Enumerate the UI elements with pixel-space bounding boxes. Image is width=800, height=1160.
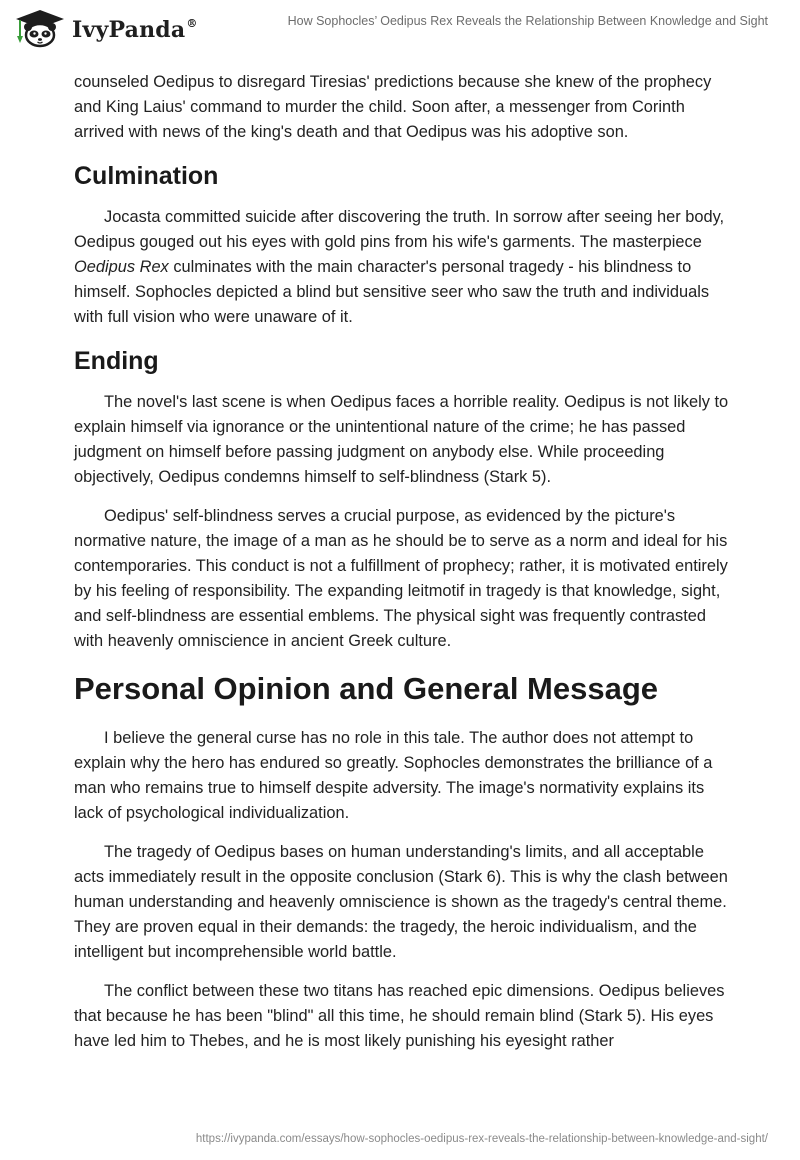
source-url[interactable]: https://ivypanda.com/essays/how-sophocles-oedipus-rex-reveals-the-relationship-between-knowledge-and-sight/ <box>195 1133 768 1145</box>
paragraph: The novel's last scene is when Oedipus faces a horrible reality. Oedipus is not likely to explain himself via ignorance or the unintentional nature of the crime; he has passed judgment on himself before passing judgment on anybody else. While proceeding objectively, Oedipus condemns himself to self-blindness (Stark 5). <box>74 393 729 486</box>
heading-ending: Ending <box>74 347 159 375</box>
paragraph: counseled Oedipus to disregard Tiresias' predictions because she knew of the prophecy and King Laius' command to murder the child. Soon after, a messenger from Corinth arrived with news of the king's death and that Oedipus was his adoptive son. <box>74 73 712 141</box>
heading-personal-opinion: Personal Opinion and General Message <box>74 671 659 706</box>
registered-mark: ® <box>186 16 198 30</box>
paragraph: Jocasta committed suicide after discovering the truth. In sorrow after seeing her body, Oedipus gouged out his eyes with gold pins from his wife's garments. The masterpiece Oedipus Rex culminates with the main character's personal tragedy - his blindness to himself. Sophocles depicted a blind but sensitive seer who saw the truth and individuals with full vision who were unaware of it. <box>74 208 725 326</box>
panda-graduate-icon <box>14 8 66 48</box>
paragraph: The tragedy of Oedipus bases on human understanding's limits, and all acceptable acts immediately result in the opposite conclusion (Stark 6). This is why the clash between human understanding and heavenly omniscience is shown as the tragedy's central theme. They are proven equal in their demands: the tragedy, the heroic individualism, and the intelligent but incomprehensible world battle. <box>74 843 728 961</box>
heading-culmination: Culmination <box>74 162 219 190</box>
paragraph: The conflict between these two titans has reached epic dimensions. Oedipus believes that because he has been "blind" all this time, he should remain blind (Stark 5). His eyes have led him to Thebes, and he is most likely punishing his eyesight rather <box>74 982 725 1050</box>
brand-name: IvyPanda® <box>72 16 198 43</box>
page-header <box>0 0 800 60</box>
essay-body <box>74 70 734 1068</box>
document-title: How Sophocles’ Oedipus Rex Reveals the Relationship Between Knowledge and Sight <box>287 14 768 28</box>
paragraph: Oedipus' self-blindness serves a crucial purpose, as evidenced by the picture's normative nature, the image of a man as he should be to serve as a norm and ideal for his contemporaries. This conduct is not a fulfillment of prophecy; rather, it is motivated entirely by his feeling of responsibility. The expanding leitmotif in tragedy is that knowledge, sight, and self-blindness are essential emblems. The physical sight was frequently contrasted with heavenly omniscience in ancient Greek culture. <box>74 507 728 650</box>
paragraph: I believe the general curse has no role in this tale. The author does not attempt to explain why the hero has endured so greatly. Sophocles demonstrates the brilliance of a man who remains true to himself despite adversity. The image's normativity explains its lack of psychological individualization. <box>74 729 713 822</box>
ivypanda-logo[interactable] <box>14 8 198 48</box>
work-title: Oedipus Rex <box>74 258 169 276</box>
